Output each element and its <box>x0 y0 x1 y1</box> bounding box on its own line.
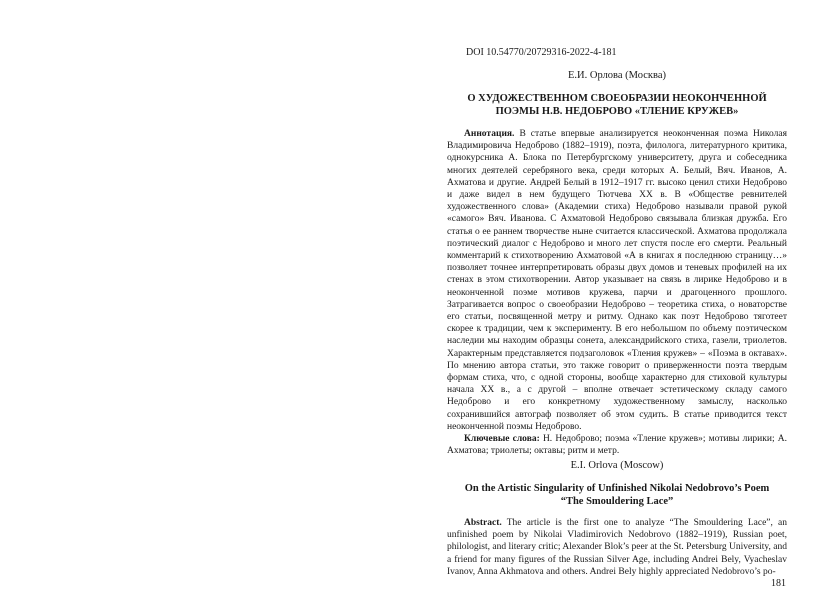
title-ru-line2: ПОЭМЫ Н.В. НЕДОБРОВО «ТЛЕНИЕ КРУЖЕВ» <box>495 106 739 117</box>
abstract-en-text: The article is the first one to analyze “The Smouldering Lace”, an unfinished poem by Nikolai Vladimirovich Nedobrovo (1882–1919), Russian poet, philologist, and literary critic; Alexander Blok’s peer at the St. Petersburg University, and a friend for many figures of the Russian Silver Age, including Andrei Bely, Vyacheslav Ivanov, Anna Akhmatova and others. Andrei Bely highly appreciated Nedobrovo’s po- <box>447 518 787 577</box>
abstract-ru <box>447 128 787 433</box>
abstract-ru-text: В статье впервые анализируется неоконченная поэма Николая Владимировича Недоброво (1882–1919), поэта, филолога, литературного критика, однокурсника А. Блока по Петербургскому университету, друга и собеседника многих деятелей серебряного века, среди которых А. Белый, Вяч. Иванов, А. Ахматова и другие. Андрей Белый в 1912–1917 гг. высоко ценил стихи Недоброво и даже видел в нем будущего Тютчева XX в. В «Обществе ревнителей художественного слова» (Академии стиха) Недоброво называли правой рукой «самого» Вяч. Иванова. С Ахматовой Недоброво связывала близкая дружба. Его статья о ее раннем творчестве ныне считается классической. Ахматова продолжала поэтический диалог с Недоброво и много лет спустя после его смерти. Реальный комментарий к стихотворению Ахматовой «А в книгах я последнюю страницу…» позволяет точнее интерпретировать образы двух домов и теневых профилей на их стенах в этом стихотворении. Автор указывает на связь в лирике Недоброво и в неоконченной поэме мотивов кружева, парчи и драгоценного прошлого. Затрагивается вопрос о своеобразии Недоброво – теоретика стиха, о новаторстве его статьи, посвященной метру и ритму. Однако как поэт Недоброво тяготеет скорее к традиции, чем к эксперименту. В его небольшом по объему поэтическом наследии мы находим образцы сонета, александрийского стиха, газели, триолетов. Характерным представляется подзаголовок «Тления кружев» – «Поэма в октавах». По мнению автора статьи, это также говорит о приверженности поэта твердым формам стиха, что, с одной стороны, вообще характерно для стиховой культуры начала XX в., а с другой – вполне отвечает эстетическому складу самого Недоброво и его конкретному художественному замыслу, насколько сохранившийся автограф позволяет об этом судить. В статье приводится текст неоконченной поэмы Недоброво. <box>447 129 787 432</box>
author-ru: Е.И. Орлова (Москва) <box>568 70 666 81</box>
doi-line: DOI 10.54770/20729316-2022-4-181 <box>466 47 617 58</box>
title-en-line1: On the Artistic Singularity of Unfinished Nikolai Nedobrovo’s Poem <box>464 483 770 494</box>
title-en-line2: “The Smouldering Lace” <box>560 496 674 507</box>
keywords-ru-label: Ключевые слова: <box>464 434 540 444</box>
title-en <box>447 482 787 508</box>
keywords-ru <box>447 433 787 457</box>
abstract-en <box>447 517 787 578</box>
page-number: 181 <box>771 578 786 589</box>
abstract-en-label: Abstract. <box>464 518 502 528</box>
keywords-ru-text: Н. Недоброво; поэма «Тление кружев»; мотивы лирики; А. Ахматова; триолеты; октавы; ритм и метр. <box>447 434 788 457</box>
title-ru-line1: О ХУДОЖЕСТВЕННОМ СВОЕОБРАЗИИ НЕОКОНЧЕННОЙ <box>467 93 767 104</box>
abstract-ru-label: Аннотация. <box>464 129 515 139</box>
title-ru <box>447 92 787 118</box>
author-en: E.I. Orlova (Moscow) <box>570 460 664 471</box>
